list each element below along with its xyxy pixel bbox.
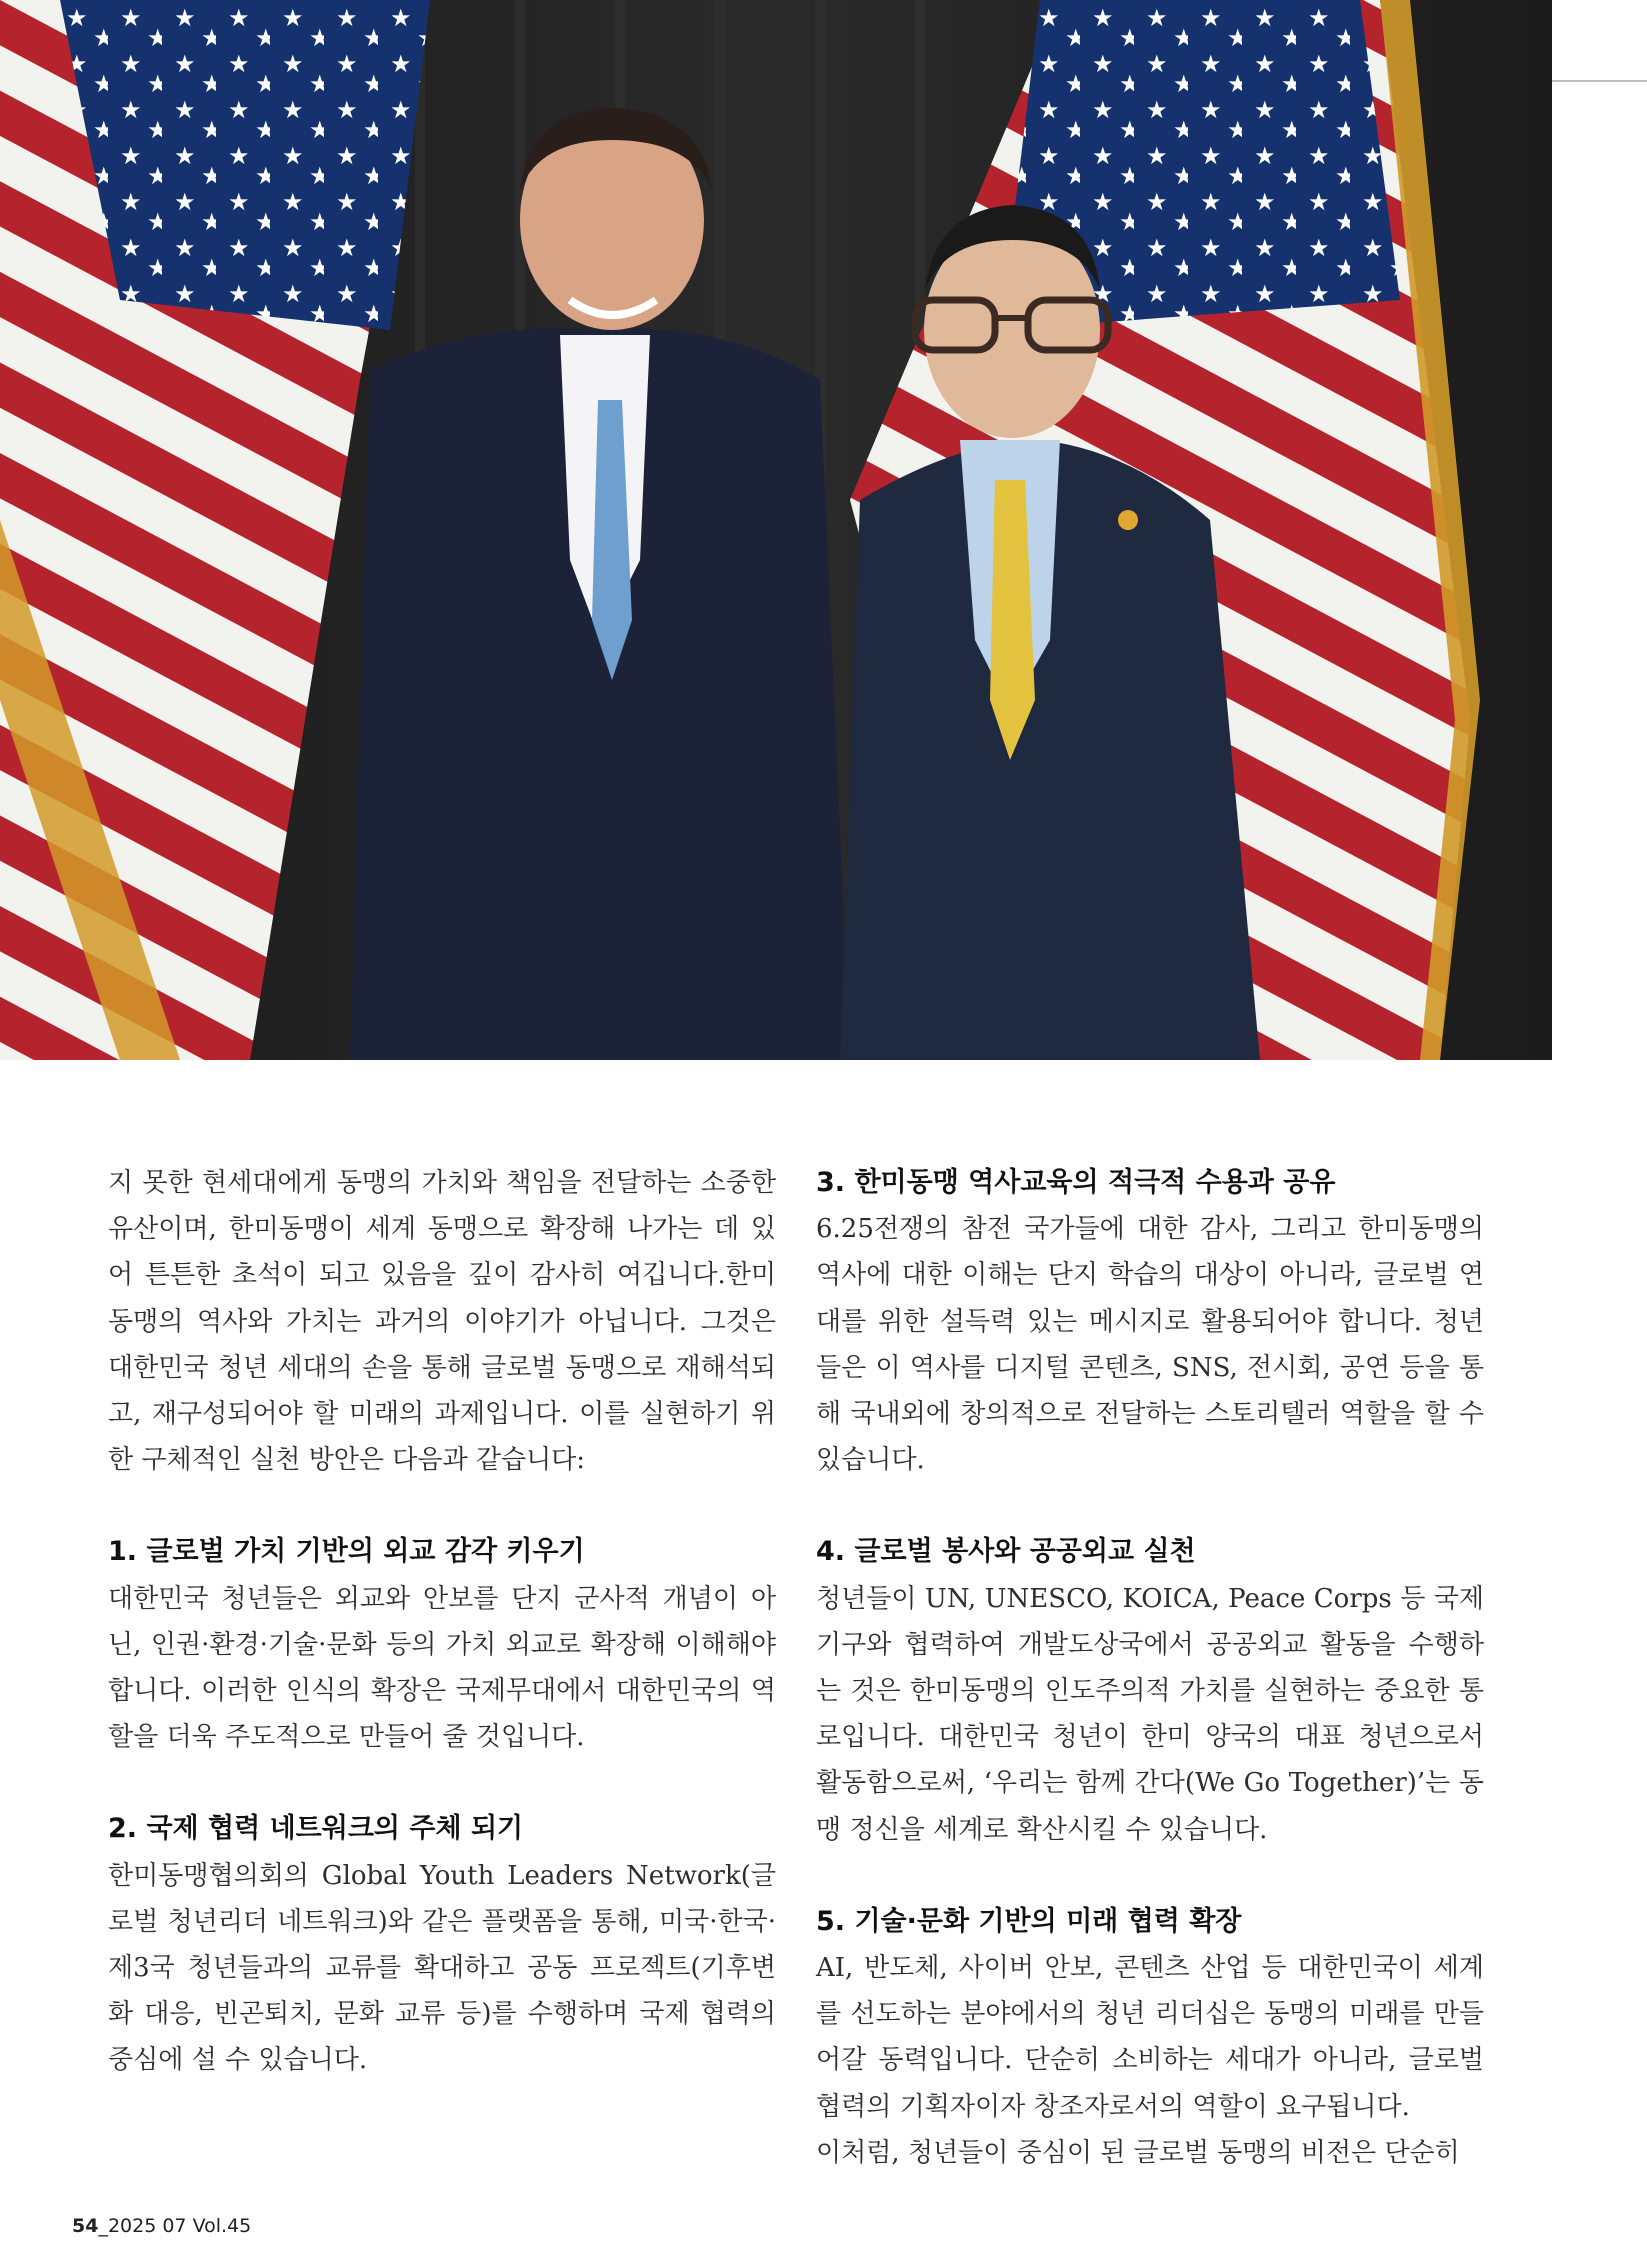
section-5-title: 5. 기술·문화 기반의 미래 협력 확장: [816, 1905, 1242, 1937]
intro-paragraph: 지 못한 현세대에게 동맹의 가치와 책임을 전달하는 소중한 유산이며, 한미동맹이 세계 동맹으로 확장해 나가는 데 있어 튼튼한 초석이 되고 있음을 깊이 감사히 여깁니다.한미동맹의 역사와 가치는 과거의 이야기가 아닙니다. 그것은 대한민국 청년 세대의 손을 통해 글로벌 동맹으로 재해석되고, 재구성되어야 할 미래의 과제입니다. 이를 실현하기 위한 구체적인 실천 방안은 다음과 같습니다:: [108, 1168, 776, 1476]
section-3-title: 3. 한미동맹 역사교육의 적극적 수용과 공유: [816, 1167, 1336, 1198]
page-footer: [72, 2215, 251, 2237]
section-1-title: 1. 글로벌 가치 기반의 외교 감각 키우기: [108, 1536, 585, 1568]
section-2-title: 2. 국제 협력 네트워크의 주체 되기: [108, 1813, 524, 1845]
section-2-body: 한미동맹협의회의 Global Youth Leaders Network(글로벌 청년리더 네트워크)와 같은 플랫폼을 통해, 미국·한국·제3국 청년들과의 교류를 확대하고 공동 프로젝트(기후변화 대응, 빈곤퇴치, 문화 교류 등)를 수행하며 국제 협력의 중심에 설 수 있습니다.: [108, 1860, 776, 2076]
photo-two-men-with-flags: [0, 0, 1552, 1060]
right-column: [816, 1160, 1484, 2176]
page-corner-rule: [1552, 80, 1647, 82]
section-5-body: AI, 반도체, 사이버 안보, 콘텐츠 산업 등 대한민국이 세계를 선도하는 분야에서의 청년 리더십은 동맹의 미래를 만들어갈 동력입니다. 단순히 소비하는 세대가 아니라, 글로벌 협력의 기획자이자 창조자로서의 역할이 요구됩니다.: [816, 1953, 1484, 2122]
issue-info: _2025 07 Vol.45: [98, 2215, 252, 2237]
section-1-body: 대한민국 청년들은 외교와 안보를 단지 군사적 개념이 아닌, 인권·환경·기술·문화 등의 가치 외교로 확장해 이해해야 합니다. 이러한 인식의 확장은 국제무대에서 대한민국의 역할을 더욱 주도적으로 만들어 줄 것입니다.: [108, 1583, 776, 1753]
section-3-body: 6.25전쟁의 참전 국가들에 대한 감사, 그리고 한미동맹의 역사에 대한 이해는 단지 학습의 대상이 아니라, 글로벌 연대를 위한 설득력 있는 메시지로 활용되어야 합니다. 청년들은 이 역사를 디지털 콘텐츠, SNS, 전시회, 공연 등을 통해 국내외에 창의적으로 전달하는 스토리텔러 역할을 할 수 있습니다.: [816, 1214, 1484, 1476]
photo-illustration: [0, 0, 1552, 1060]
section-4-title: 4. 글로벌 봉사와 공공외교 실천: [816, 1536, 1196, 1568]
closing-paragraph: 이처럼, 청년들이 중심이 된 글로벌 동맹의 비전은 단순히: [816, 2137, 1460, 2168]
page-number: 54: [72, 2215, 99, 2237]
section-4-body: 청년들이 UN, UNESCO, KOICA, Peace Corps 등 국제기구와 협력하여 개발도상국에서 공공외교 활동을 수행하는 것은 한미동맹의 인도주의적 가치를 실현하는 중요한 통로입니다. 대한민국 청년이 한미 양국의 대표 청년으로서 활동함으로써, ‘우리는 함께 간다(We Go Together)’는 동맹 정신을 세계로 확산시킬 수 있습니다.: [816, 1583, 1484, 1845]
left-column: [108, 1160, 776, 2084]
